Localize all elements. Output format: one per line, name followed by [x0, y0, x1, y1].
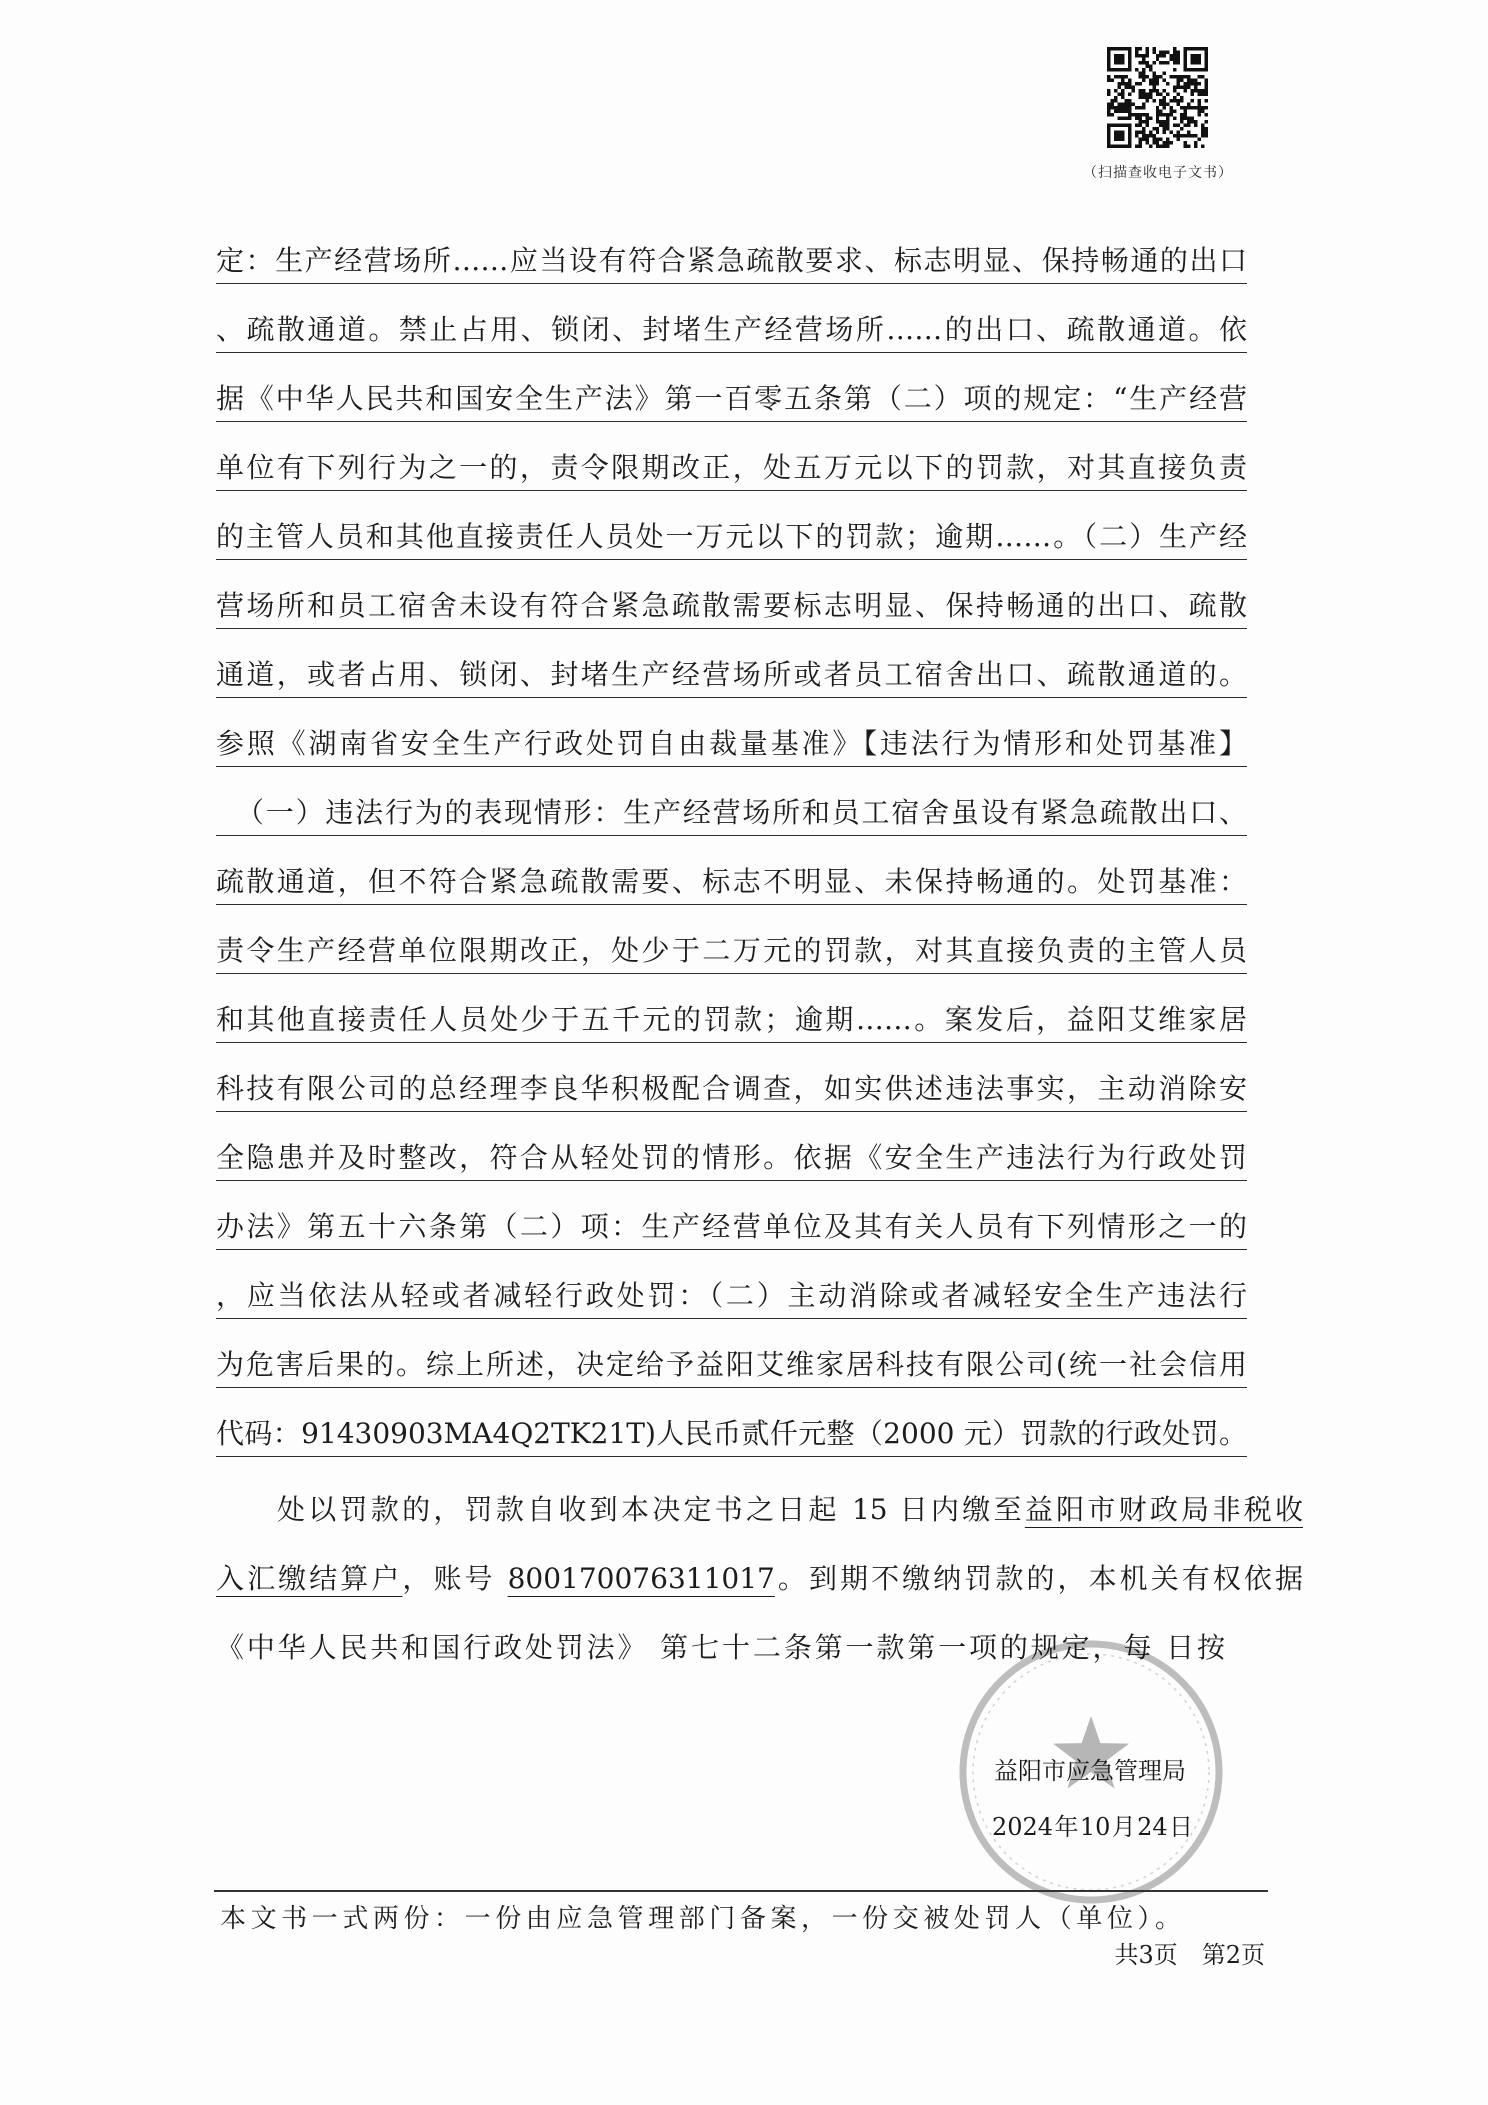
body-line: 责令生产经营单位限期改正，处少于二万元的罚款，对其直接负责的主管人员: [216, 929, 1247, 974]
payee-account-name: 益阳市财政局非税收: [1024, 1493, 1303, 1526]
qr-caption: （扫描查收电子文书）: [1083, 165, 1233, 181]
body-line: 营场所和员工宿舍未设有符合紧急疏散需要标志明显、保持畅通的出口、疏散: [216, 584, 1247, 629]
body-line: 参照《湖南省安全生产行政处罚自由裁量基准》【违法行为情形和处罚基准】: [216, 722, 1247, 767]
qr-code: [1107, 47, 1208, 148]
issue-date: 2024年10月24日: [992, 1813, 1193, 1841]
payment-text: 。到期不缴纳罚款的，本机关有权依据: [774, 1562, 1303, 1595]
body-line: 办法》第五十六条第（二）项：生产经营单位及其有关人员有下列情形之一的: [216, 1205, 1247, 1250]
payment-text: 处以罚款的，罚款自收到本决定书之日起 15 日内缴至: [277, 1493, 1025, 1526]
payment-line: [216, 1557, 1303, 1601]
body-line: 、疏散通道。禁止占用、锁闭、封堵生产经营场所……的出口、疏散通道。依: [216, 308, 1247, 353]
payment-line: [216, 1488, 1303, 1532]
body-line: （一）违法行为的表现情形：生产经营场所和员工宿舍虽设有紧急疏散出口、: [216, 791, 1247, 836]
body-line: 全隐患并及时整改，符合从轻处罚的情形。依据《安全生产违法行为行政处罚: [216, 1136, 1247, 1181]
payment-text: ，账号: [402, 1562, 508, 1595]
body-line: 的主管人员和其他直接责任人员处一万元以下的罚款；逾期……。（二）生产经: [216, 515, 1247, 560]
body-line: 疏散通道，但不符合紧急疏散需要、标志不明显、未保持畅通的。处罚基准：: [216, 860, 1247, 905]
body-line: 和其他直接责任人员处少于五千元的罚款；逾期……。案发后，益阳艾维家居: [216, 998, 1247, 1043]
payment-line: 《中华人民共和国行政处罚法》 第七十二条第一款第一项的规定，每 日按: [216, 1631, 1225, 1664]
decision-body: [216, 239, 1247, 1481]
page-number: 共3页 第2页: [1114, 1941, 1265, 1969]
footer-note: 本文书一式两份：一份由应急管理部门备案，一份交被处罚人（单位）。: [220, 1904, 1181, 1934]
body-line: 通道，或者占用、锁闭、封堵生产经营场所或者员工宿舍出口、疏散通道的。: [216, 653, 1247, 698]
body-line: 为危害后果的。综上所述，决定给予益阳艾维家居科技有限公司(统一社会信用: [216, 1343, 1247, 1388]
body-line: 科技有限公司的总经理李良华积极配合调查，如实供述违法事实，主动消除安: [216, 1067, 1247, 1112]
body-line: ，应当依法从轻或者减轻行政处罚：（二）主动消除或者减轻安全生产违法行: [216, 1274, 1247, 1319]
qr-code-image: [1107, 47, 1208, 148]
body-line: 定：生产经营场所……应当设有符合紧急疏散要求、标志明显、保持畅通的出口: [216, 239, 1247, 284]
body-line: 单位有下列行为之一的，责令限期改正，处五万元以下的罚款，对其直接负责: [216, 446, 1247, 491]
body-line: 据《中华人民共和国安全生产法》第一百零五条第（二）项的规定：“生产经营: [216, 377, 1247, 422]
payee-account-name-cont: 入汇缴结算户: [216, 1562, 403, 1595]
body-line: 代码：91430903MA4Q2TK21T)人民币贰仟元整（2000 元）罚款的行政处罚。: [216, 1412, 1247, 1457]
footer-divider: [214, 1890, 1268, 1892]
issuing-authority: 益阳市应急管理局: [994, 1757, 1186, 1785]
account-number: 800170076311017: [507, 1562, 775, 1595]
